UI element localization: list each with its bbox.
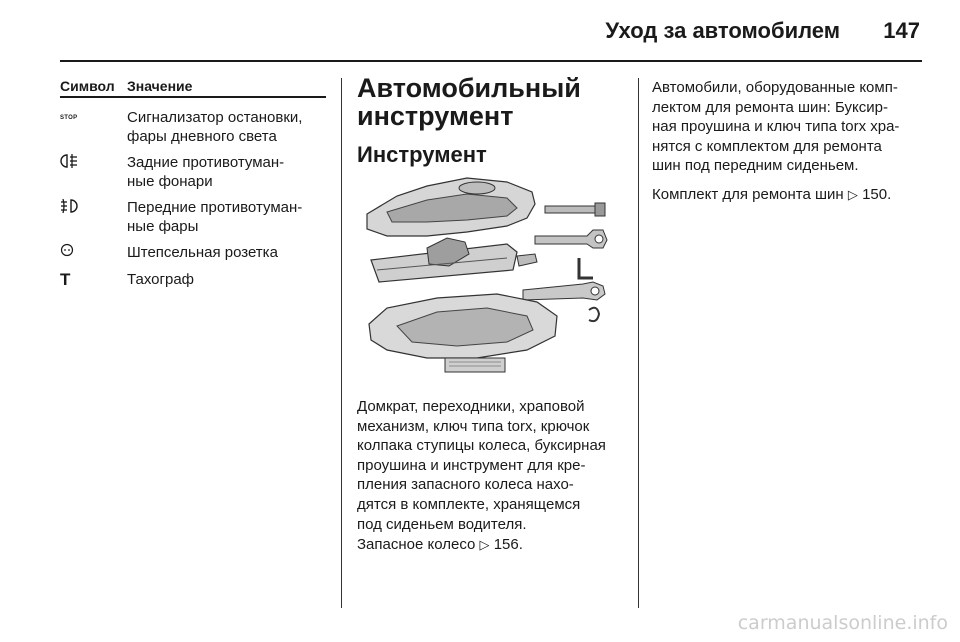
stop-light-icon: STOP	[60, 115, 78, 121]
table-row	[60, 243, 326, 262]
table-header	[60, 78, 326, 98]
paragraph: Автомобили, оборудованные комп- лектом для ремонта шин: Буксир- ная проушина и ключ типа torx хра- нятся с комплектом для ремонта шин под передним сиденьем.	[652, 79, 900, 175]
section-subtitle: Инструмент	[357, 142, 487, 167]
reference-arrow-icon: ▷	[479, 537, 490, 552]
tachograph-icon: T	[60, 270, 71, 289]
row-meaning: ные фонари	[127, 173, 213, 190]
table-row	[60, 198, 326, 236]
right-column	[652, 78, 927, 203]
front-fog-light-icon	[60, 198, 120, 219]
row-meaning: фары дневного света	[127, 128, 277, 145]
vehicle-tools-illustration	[357, 174, 625, 386]
column-header-meaning: Значение	[127, 78, 193, 94]
page-number: 147	[883, 18, 920, 43]
table-row	[60, 153, 326, 191]
column-divider	[341, 78, 342, 608]
column-divider	[638, 78, 639, 608]
rear-fog-light-icon	[60, 153, 120, 174]
cross-reference[interactable]: Запасное колесо ▷ 156.	[357, 536, 523, 553]
row-meaning: Сигнализатор остановки,	[127, 109, 303, 126]
page-header	[60, 0, 922, 62]
row-meaning: Тахограф	[127, 271, 195, 288]
figure-caption: Домкрат, переходники, храповой механизм, ключ типа torx, крючок колпака ступицы колеса, буксирная проушина и инструмент для кре- пления запасного колеса нахо- дятся в комплекте, хранящемся под сиденьем водителя.	[357, 398, 606, 533]
socket-icon	[60, 243, 120, 262]
row-meaning: ные фары	[127, 218, 199, 235]
tools-section	[357, 73, 625, 553]
table-row	[60, 270, 326, 289]
symbols-table	[60, 78, 326, 289]
section-title: Автомобильный инструмент	[357, 73, 581, 131]
row-meaning: Штепсельная розетка	[127, 244, 278, 261]
cross-reference[interactable]: Комплект для ремонта шин ▷ 150.	[652, 185, 892, 203]
header-title: Уход за автомобилем	[605, 18, 840, 43]
row-meaning: Передние противотуман-	[127, 199, 303, 216]
row-meaning: Задние противотуман-	[127, 154, 285, 171]
watermark: carmanualsonline.info	[737, 612, 948, 634]
reference-arrow-icon: ▷	[847, 186, 858, 202]
table-row	[60, 108, 326, 146]
column-header-symbol: Символ	[60, 78, 115, 94]
